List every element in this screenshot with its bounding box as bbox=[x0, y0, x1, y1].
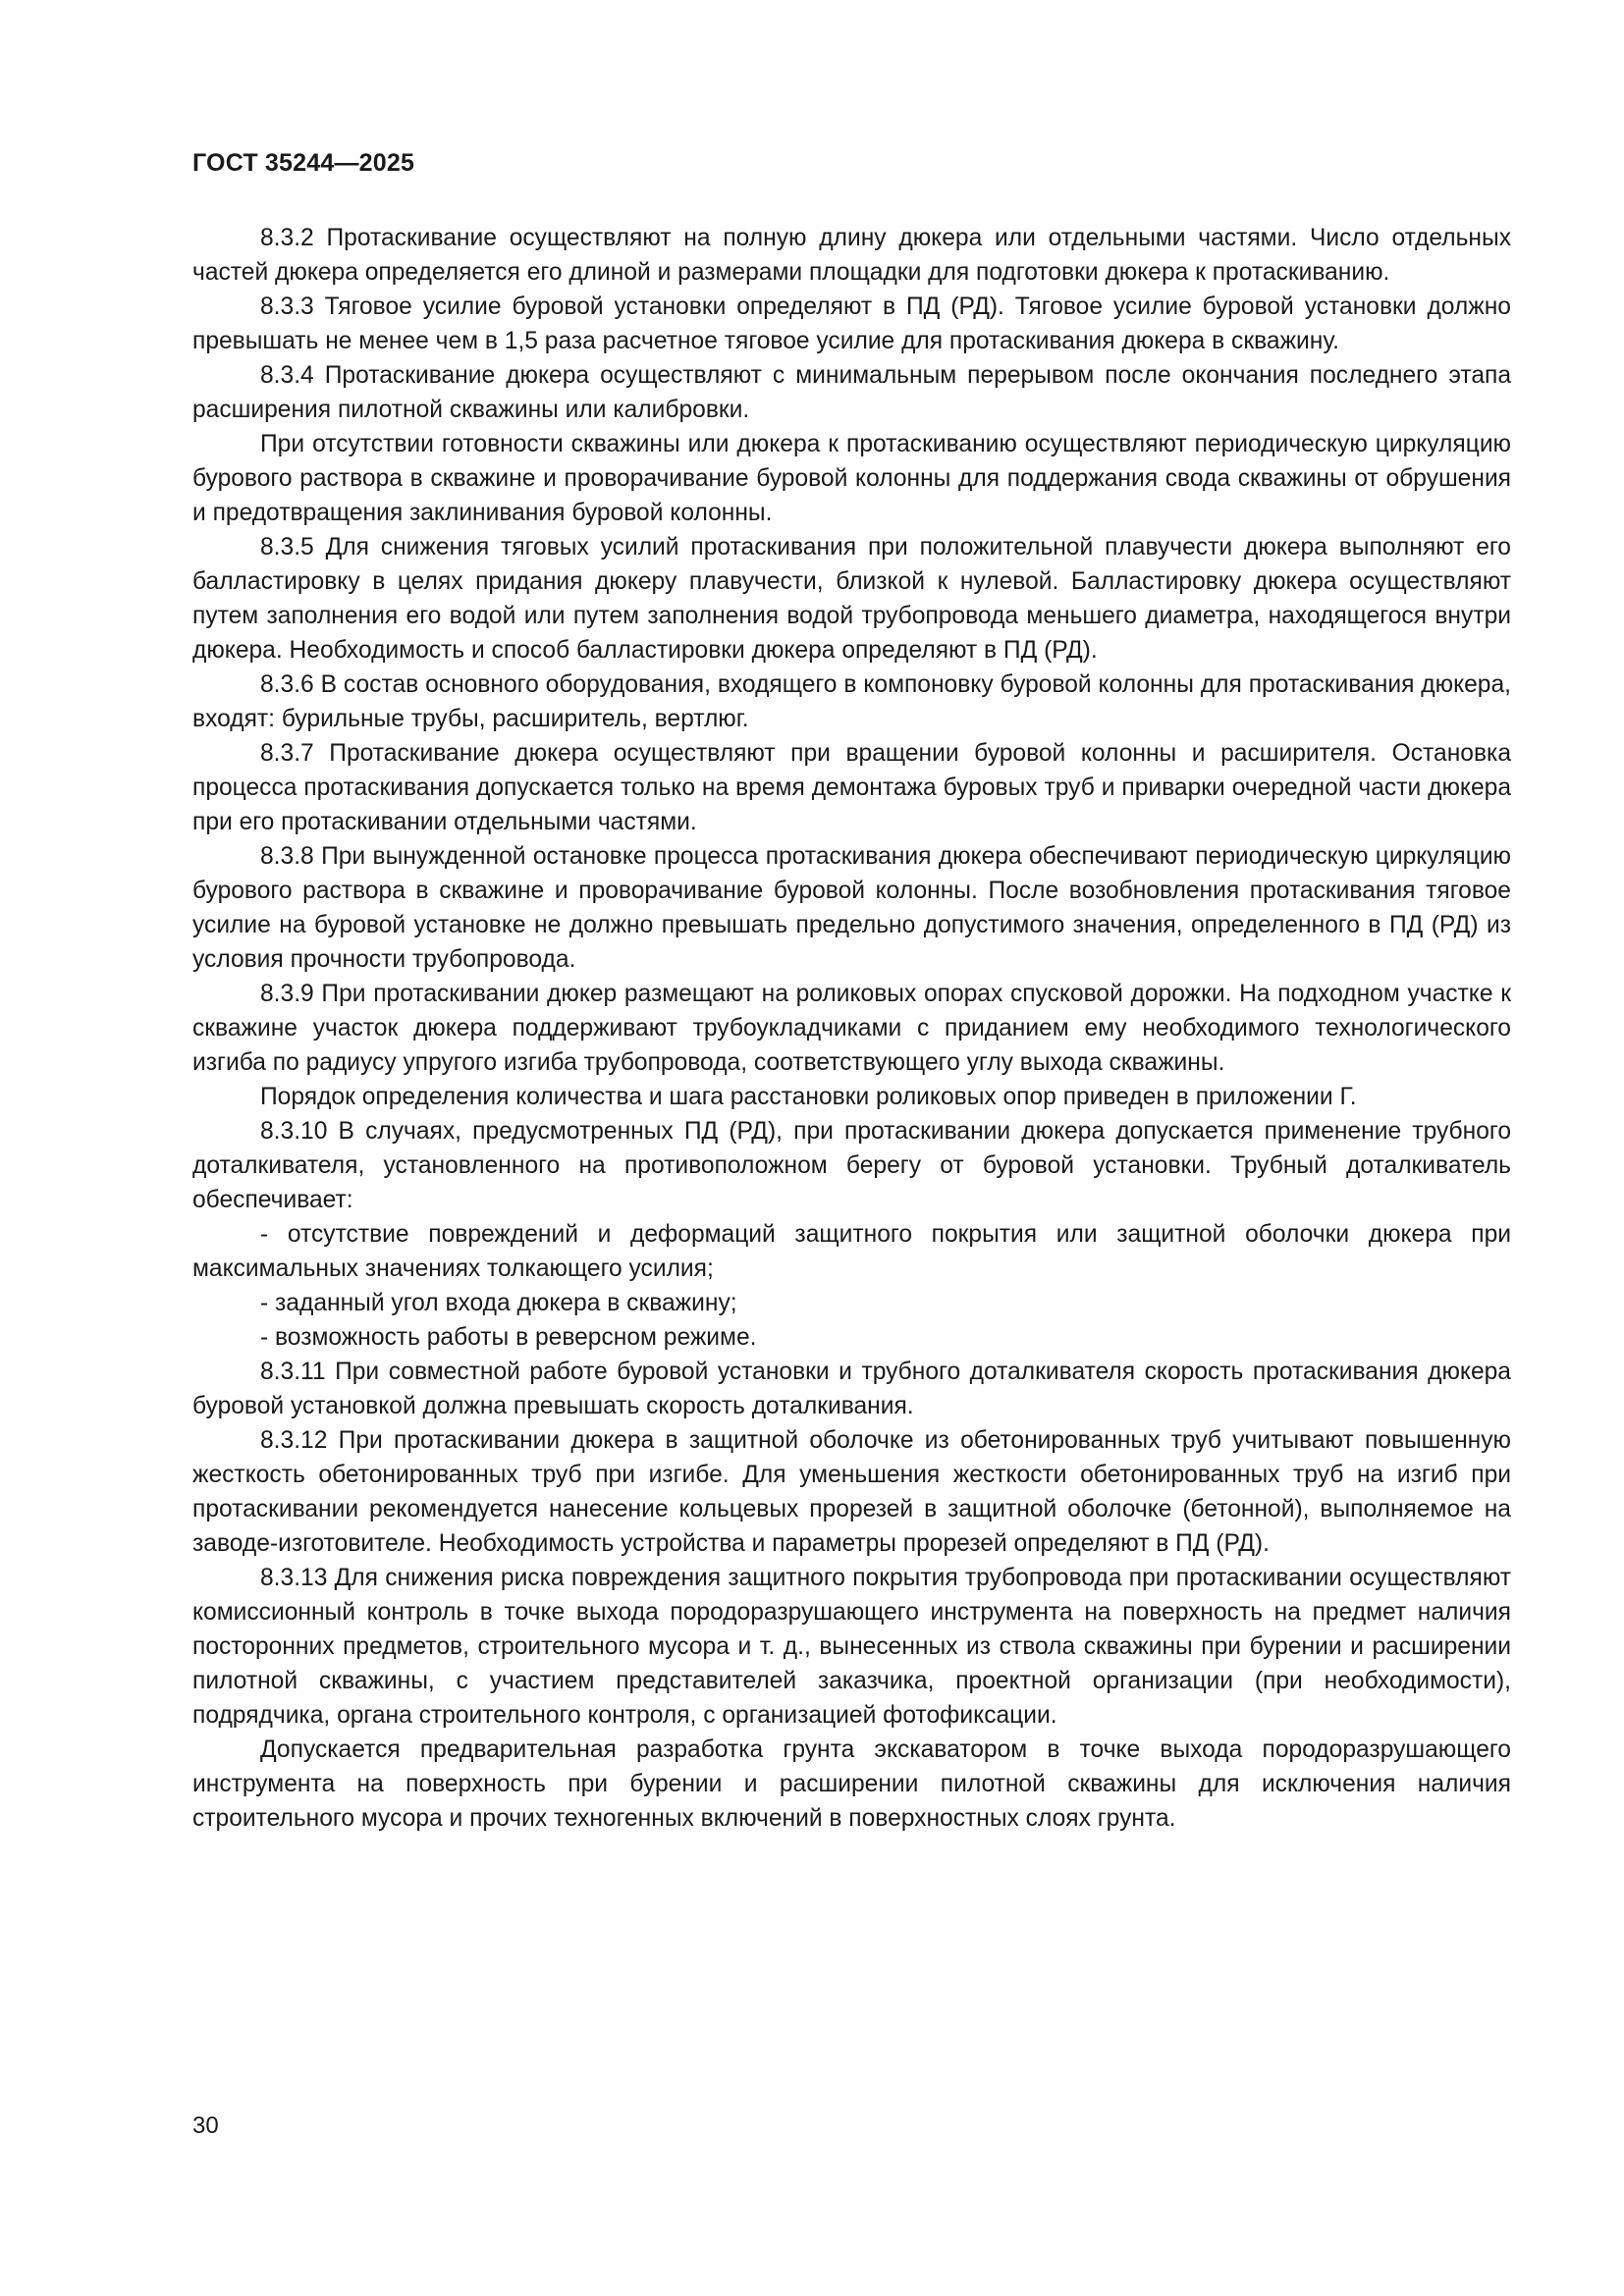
paragraph-8-3-9-continued: Порядок определения количества и шага расстановки роликовых опор приведен в приложении Г. bbox=[260, 1084, 1357, 1110]
paragraph-8-3-4-continued: При отсутствии готовности скважины или дюкера к протаскиванию осуществляют периодическую циркуляцию бурового раствора в скважине и проворачивание буровой колонны для поддержания свода скважины от обрушения и предотвращения заклинивания буровой колонны. bbox=[192, 431, 1511, 526]
document-body bbox=[192, 221, 1511, 1836]
paragraph-8-3-11: 8.3.11 При совместной работе буровой установки и трубного доталкивателя скорость протаскивания дюкера буровой установкой должна превышать скорость доталкивания. bbox=[192, 1359, 1511, 1419]
paragraph-8-3-6: 8.3.6 В состав основного оборудования, входящего в компоновку буровой колонны для протаскивания дюкера, входят: бурильные трубы, расширитель, вертлюг. bbox=[192, 671, 1511, 732]
paragraph-8-3-5: 8.3.5 Для снижения тяговых усилий протаскивания при положительной плавучести дюкера выполняют его балластировку в целях придания дюкеру плавучести, близкой к нулевой. Балластировку дюкера осуществляют путем заполнения его водой или путем заполнения водой трубопровода меньшего диаметра, находящегося внутри дюкера. Необходимость и способ балластировки дюкера определяют в ПД (РД). bbox=[192, 534, 1511, 664]
paragraph-8-3-8: 8.3.8 При вынужденной остановке процесса протаскивания дюкера обеспечивают периодическую циркуляцию бурового раствора в скважине и проворачивание буровой колонны. После возобновления протаскивания тяговое усилие на буровой установке не должно превышать предельно допустимого значения, определенного в ПД (РД) из условия прочности трубопровода. bbox=[192, 843, 1511, 973]
paragraph-8-3-2: 8.3.2 Протаскивание осуществляют на полную длину дюкера или отдельными частями. Число отдельных частей дюкера определяется его длиной и размерами площадки для подготовки дюкера к протаскиванию. bbox=[192, 225, 1511, 286]
page-number: 30 bbox=[192, 2112, 219, 2139]
paragraph-8-3-13-continued: Допускается предварительная разработка грунта экскаватором в точке выхода породоразрушающего инструмента на поверхность при бурении и расширении пилотной скважины для исключения наличия строительного мусора и прочих техногенных включений в поверхностных слоях грунта. bbox=[192, 1736, 1511, 1832]
list-item: - отсутствие повреждений и деформаций защитного покрытия или защитной оболочки дюкера при максимальных значениях толкающего усилия; bbox=[192, 1221, 1511, 1282]
document-header: ГОСТ 35244—2025 bbox=[192, 149, 415, 177]
paragraph-8-3-12: 8.3.12 При протаскивании дюкера в защитной оболочке из обетонированных труб учитывают повышенную жесткость обетонированных труб при изгибе. Для уменьшения жесткости обетонированных труб на изгиб при протаскивании рекомендуется нанесение кольцевых прорезей в защитной оболочке (бетонной), выполняемое на заводе-изготовителе. Необходимость устройства и параметры прорезей определяют в ПД (РД). bbox=[192, 1427, 1511, 1557]
paragraph-8-3-4: 8.3.4 Протаскивание дюкера осуществляют с минимальным перерывом после окончания последнего этапа расширения пилотной скважины или калибровки. bbox=[192, 362, 1511, 423]
paragraph-8-3-9: 8.3.9 При протаскивании дюкер размещают на роликовых опорах спусковой дорожки. На подходном участке к скважине участок дюкера поддерживают трубоукладчиками с приданием ему необходимого технологического изгиба по радиусу упругого изгиба трубопровода, соответствующего углу выхода скважины. bbox=[192, 981, 1511, 1076]
paragraph-8-3-3: 8.3.3 Тяговое усилие буровой установки определяют в ПД (РД). Тяговое усилие буровой установки должно превышать не менее чем в 1,5 раза расчетное тяговое усилие для протаскивания дюкера в скважину. bbox=[192, 294, 1511, 354]
paragraph-8-3-13: 8.3.13 Для снижения риска повреждения защитного покрытия трубопровода при протаскивании осуществляют комиссионный контроль в точке выхода породоразрушающего инструмента на поверхность на предмет наличия посторонних предметов, строительного мусора и т. д., вынесенных из ствола скважины при бурении и расширении пилотной скважины, с участием представителей заказчика, проектной организации (при необходимости), подрядчика, органа строительного контроля, с организацией фотофиксации. bbox=[192, 1565, 1511, 1729]
list-item: - возможность работы в реверсном режиме. bbox=[260, 1324, 757, 1351]
paragraph-8-3-7: 8.3.7 Протаскивание дюкера осуществляют при вращении буровой колонны и расширителя. Остановка процесса протаскивания допускается только на время демонтажа буровых труб и приварки очередной части дюкера при его протаскивании отдельными частями. bbox=[192, 740, 1511, 835]
paragraph-8-3-10: 8.3.10 В случаях, предусмотренных ПД (РД), при протаскивании дюкера допускается применение трубного доталкивателя, установленного на противоположном берегу от буровой установки. Трубный доталкиватель обеспечивает: bbox=[192, 1118, 1511, 1213]
list-item: - заданный угол входа дюкера в скважину; bbox=[260, 1290, 737, 1316]
